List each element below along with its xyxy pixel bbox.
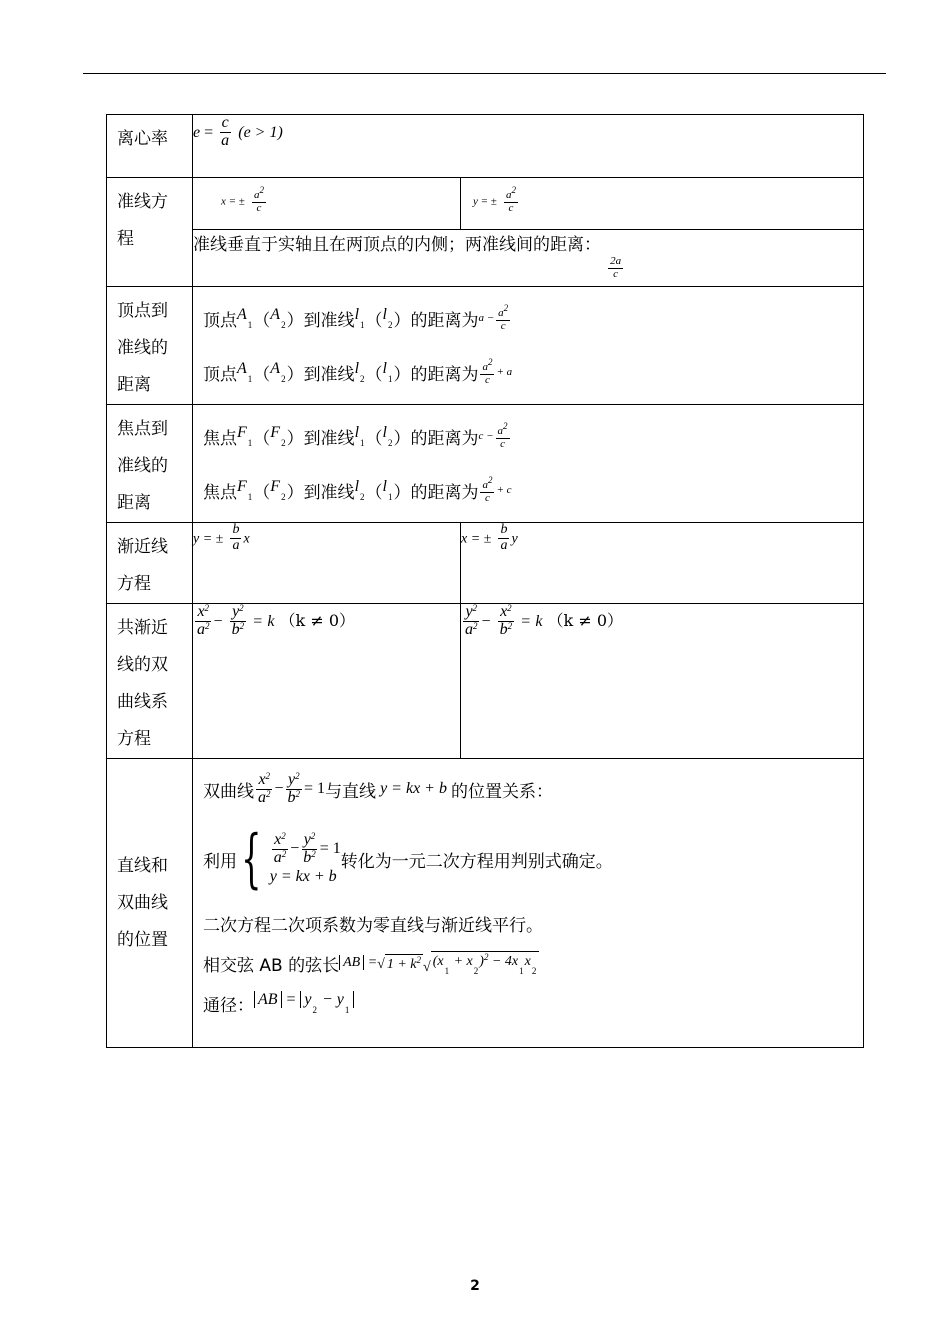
eccentricity-condition: (e > 1) <box>238 123 283 141</box>
line-position-label-line3: 的位置 <box>117 929 168 950</box>
vertex-distance-label <box>107 287 193 405</box>
eccentricity-label: 离心率 <box>107 115 193 178</box>
directrix-label <box>107 178 193 287</box>
chord-length-label: 相交弦 AB 的弦长 <box>203 955 340 976</box>
common-asymptote-label-line3: 曲线系 <box>117 692 168 712</box>
line-position-method-b: 转化为一元二次方程用判别式确定。 <box>340 851 613 872</box>
directrix-label-line2: 程 <box>117 229 134 249</box>
vertex-line2-suffix: 的距离为 <box>410 364 479 385</box>
directrix-label-line1: 准线方 <box>117 192 168 212</box>
hyperbola-properties-table <box>106 114 864 1048</box>
line-position-intro-a: 双曲线 <box>203 781 254 802</box>
common-asymptote-label-line2: 线的双 <box>117 655 168 675</box>
asymptote-y-formula: y = ± $\frac{b}{a}$ x <box>193 523 461 604</box>
focus-line1-mid: 到准线 <box>303 428 355 449</box>
focus-line2-mid: 到准线 <box>303 482 355 503</box>
focus-line2-prefix: 焦点 <box>203 482 237 503</box>
chord-length: 相交弦 AB 的弦长 AB = √ $1 + k^2$ √ $(x_1 + x_2)^2 - 4x_1x_2$ <box>203 943 853 983</box>
directrix-x-lhs: x = ± <box>221 195 245 208</box>
vertex-label-line2: 准线的 <box>117 338 168 358</box>
line-position-intro: 双曲线 $\frac{x^2}{a^2}$ − $\frac{y^2}{b^2}$ = 1 与直线 y = kx + b 的位置关系： <box>203 770 553 806</box>
focus-label-line2: 准线的 <box>117 456 168 476</box>
focus-distance-row <box>107 405 864 523</box>
line-position-content <box>193 759 864 1048</box>
equation-system: $\frac{x^2}{a^2}$ − $\frac{y^2}{b^2}$ = 1 y = kx + b <box>269 830 341 886</box>
line-position-label-line1: 直线和 <box>117 855 168 876</box>
line-position-intro-c: 的位置关系： <box>450 781 553 802</box>
latus-rectum: 通径： AB = $y_2 - y_1$ <box>203 983 853 1023</box>
asymptote-label-line1: 渐近线 <box>117 537 168 557</box>
line-position-parallel: 二次方程二次项系数为零直线与渐近线平行。 <box>203 915 543 936</box>
vertex-distance-row <box>107 287 864 405</box>
directrix-distance-num: 2a <box>610 255 622 267</box>
vertex-line1-suffix: 的距离为 <box>410 310 479 331</box>
line-position-row <box>107 759 864 1048</box>
line-position-intro-b: 与直线 <box>325 781 377 802</box>
directrix-y-formula: y = ± $\frac{a^2}{c}$ <box>461 178 864 230</box>
asymptote-y-lhs: y = ± <box>193 531 224 547</box>
line-position-label <box>107 759 193 1048</box>
vertex-line1-mid: 到准线 <box>303 310 355 331</box>
vertex-label-line3: 距离 <box>117 375 151 395</box>
vertex-distance-line2: 顶点 $A_1$ （ $A_2$ ） 到准线 $l_2$ （ $l_1$ ） 的距离为 $\frac{a^2}{c}$ + a <box>203 356 513 386</box>
focus-distance-label <box>107 405 193 523</box>
vertex-line2-prefix: 顶点 <box>203 364 237 385</box>
focus-label-line3: 距离 <box>117 493 151 513</box>
asymptote-label-line2: 方程 <box>117 574 151 594</box>
directrix-x-formula: x = ± $\frac{a^2}{c}$ <box>193 178 461 230</box>
focus-line1-suffix: 的距离为 <box>410 428 479 449</box>
line-position-label-line2: 双曲线 <box>117 892 168 913</box>
focus-line2-suffix: 的距离为 <box>410 482 479 503</box>
line-position-method <box>203 815 853 903</box>
line-position-method-a: 利用 <box>203 851 237 872</box>
vertex-label-line1: 顶点到 <box>117 301 168 321</box>
directrix-note-row <box>107 230 864 287</box>
common-asymptote-left: $\frac{x^2}{a^2}$ − $\frac{y^2}{b^2}$ = k （k ≠ 0） <box>193 604 461 759</box>
page-number: 2 <box>470 1278 480 1294</box>
asymptote-label <box>107 523 193 604</box>
focus-distance-content <box>193 405 864 523</box>
directrix-note <box>193 230 864 287</box>
header-rule <box>83 73 886 74</box>
directrix-y-lhs: y = ± <box>473 195 497 208</box>
common-asymptote-left-condition: （k ≠ 0） <box>279 610 356 630</box>
vertex-distance-line1: 顶点 $A_1$ （ $A_2$ ） 到准线 $l_1$ （ $l_2$ ） 的距离为 a − $\frac{a^2}{c}$ <box>203 302 509 332</box>
common-asymptote-label-line4: 方程 <box>117 729 151 749</box>
eccentricity-row <box>107 115 864 178</box>
common-asymptote-label-line1: 共渐近 <box>117 618 168 638</box>
vertex-line1-prefix: 顶点 <box>203 310 237 331</box>
latus-rectum-label: 通径： <box>203 995 254 1016</box>
directrix-distance-den: c <box>613 267 619 280</box>
vertex-line2-mid: 到准线 <box>303 364 355 385</box>
focus-line1-prefix: 焦点 <box>203 428 237 449</box>
common-asymptote-row <box>107 604 864 759</box>
asymptote-row <box>107 523 864 604</box>
common-asymptote-label <box>107 604 193 759</box>
asymptote-x-lhs: x = ± <box>461 531 492 547</box>
focus-distance-line2: 焦点 $F_1$ （ $F_2$ ） 到准线 $l_2$ （ $l_1$ ） 的距离为 $\frac{a^2}{c}$ + c <box>203 474 512 504</box>
vertex-distance-content <box>193 287 864 405</box>
common-asymptote-right: $\frac{y^2}{a^2}$ − $\frac{x^2}{b^2}$ = k （k ≠ 0） <box>461 604 864 759</box>
focus-distance-line1: 焦点 $F_1$ （ $F_2$ ） 到准线 $l_1$ （ $l_2$ ） 的距离为 c − $\frac{a^2}{c}$ <box>203 420 508 450</box>
system-brace: { <box>241 822 262 896</box>
eccentricity-formula: e = $\frac{c}{a}$ (e > 1) <box>193 115 864 178</box>
focus-label-line1: 焦点到 <box>117 419 168 439</box>
directrix-note-text: 准线垂直于实轴且在两顶点的内侧；两准线间的距离： <box>193 235 601 255</box>
asymptote-x-formula: x = ± $\frac{b}{a}$ y <box>461 523 864 604</box>
directrix-row <box>107 178 864 230</box>
common-asymptote-right-condition: （k ≠ 0） <box>547 610 624 630</box>
